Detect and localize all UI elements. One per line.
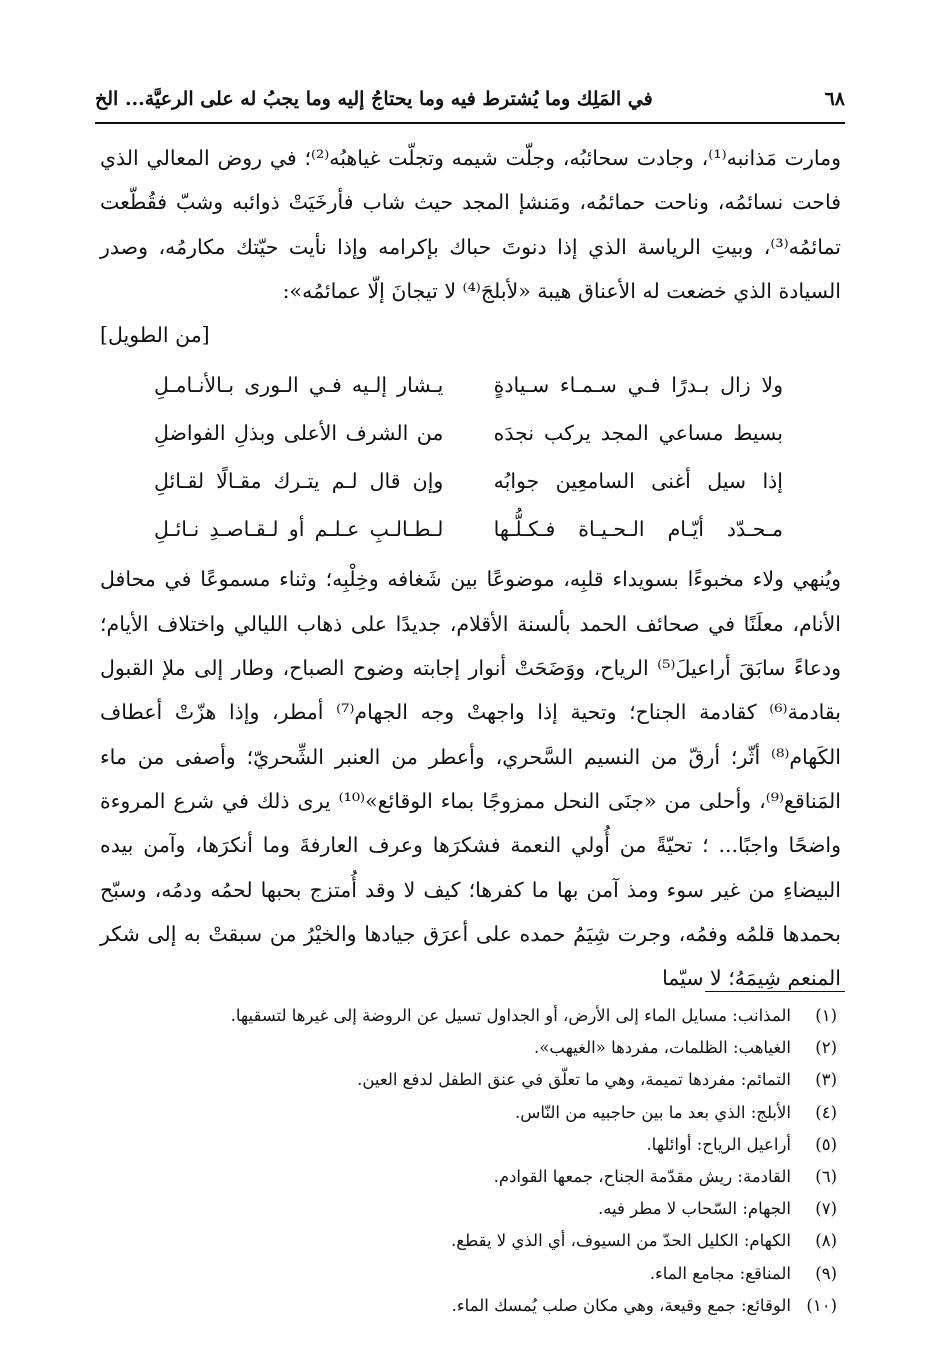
footnote <box>100 1258 837 1290</box>
footnote-text: المناقع: مجامع الماء. <box>649 1263 791 1283</box>
footnote-text: القادمة: ريش مقدّمة الجناح، جمعها القوادم. <box>493 1167 791 1187</box>
footnote-text: أراعيل الرياح: أوائلها. <box>646 1134 791 1154</box>
footnote <box>100 1032 837 1064</box>
footnote-number: (١) <box>815 1006 837 1025</box>
header-rule <box>95 122 845 124</box>
footnote-number: (٦) <box>815 1167 837 1187</box>
footnote-number: (٩) <box>815 1263 837 1283</box>
footnote-rule <box>705 991 845 992</box>
footnote-number: (٤) <box>815 1102 837 1122</box>
footnote-text: الجهام: السّحاب لا مطر فيه. <box>597 1199 791 1219</box>
footnote-number: (٣) <box>815 1070 837 1090</box>
footnote-text: الوقائع: جمع وقيعة، وهي مكان صلب يُمسك الماء. <box>451 1295 791 1315</box>
footnote <box>100 1161 837 1193</box>
verse-second-hemistich: يـشار إلـيه فـي الـورى بـالأنـامـلِ <box>154 373 444 398</box>
verse-line <box>100 457 841 505</box>
main-text <box>100 136 841 1000</box>
footnote-text: الأبلج: الذي بعد ما بين حاجبيه من النّاس. <box>514 1102 791 1122</box>
footnotes <box>100 1000 837 1322</box>
footnote-number: (٧) <box>815 1199 837 1219</box>
footnote-text: المذانب: مسايل الماء إلى الأرض، أو الجداول تسيل عن الروضة إلى غيرها لتسقيها. <box>230 1006 791 1025</box>
verse-line <box>100 505 841 553</box>
poem-meter: [من الطويل] <box>100 323 210 348</box>
footnote-text: الكهام: الكليل الحدّ من السيوف، أي الذي لا يقطع. <box>451 1231 791 1251</box>
footnote-text: الغياهب: الظلمات، مفردها «الغيهب». <box>534 1038 791 1058</box>
verse-second-hemistich: وإن قال لـم يتـرك مقـالًا لقـائلِ <box>154 469 444 494</box>
verse-first-hemistich: مـحـدّد أيّـام الـحـيـاة فـكـلُّـها <box>493 517 783 542</box>
poem <box>100 361 841 553</box>
footnote <box>100 1193 837 1225</box>
paragraph-1: ومارت مَذانبه⁽¹⁾، وجادت سحائبُه، وجلّت شيمه وتجلّت غياهبُه⁽²⁾؛ في روض المعالي الذي فاحت نسائمُه، وناحت حمائمُه، ومَنشإ المجد حيث شاب فأرخَيَتْ ذوائبه وشبّ فقُطّعت تمائمُه⁽³⁾، وبيتِ الرياسة الذي إذا دنوتَ حباك بإكرامه وإذا نأيت حيّتك مكارمُه، وصدر السيادة الذي خضعت له الأعناق هيبة «لأبلجَ⁽⁴⁾ لا تيجانَ إلّا عمائمُه»: <box>100 146 841 303</box>
verse-first-hemistich: ولا زال بـدرًا فـي سـمـاء سـيادةٍ <box>493 373 783 398</box>
verse-first-hemistich: إذا سيل أغنى السامعِين جوابُه <box>493 469 783 494</box>
footnote <box>100 1290 837 1322</box>
verse-first-hemistich: بسيط مساعي المجد يركب نجدَه <box>493 421 783 446</box>
footnote-text: التمائم: مفردها تميمة، وهي ما تعلّق في عنق الطفل لدفع العين. <box>357 1070 791 1090</box>
footnote-number: (١٠) <box>806 1295 837 1315</box>
page-header <box>95 80 845 118</box>
footnote <box>100 1129 837 1161</box>
running-title: في المَلِك وما يُشترط فيه وما يحتاجُ إليه وما يجبُ له على الرعيَّة... الخ <box>95 88 653 110</box>
footnote-number: (٥) <box>815 1134 837 1154</box>
footnote <box>100 1064 837 1096</box>
verse-line <box>100 361 841 409</box>
footnote <box>100 1000 837 1032</box>
verse-second-hemistich: من الشرف الأعلى وبذلِ الفواضلِ <box>154 421 444 446</box>
paragraph-2: ويُنهي ولاء مخبوءًا بسويداء قلبِه، موضوعًا بين شَغافه وخِلْبِه؛ وثناء مسموعًا في محافل الأنام، معلَنًا في صحائف الحمد بألسنة الأقلام، جديدًا على ذهاب الليالي واختلاف الأيام؛ ودعاءً سابَقَ أراعيلَ⁽⁵⁾ الرياح، ووَضَحَتْ أنوار إجابته وضوح الصباح، وطار إلى ملإ القبول بقادمة⁽⁶⁾ كقادمة الجناح؛ وتحية إذا واجهتْ وجه الجهام⁽⁷⁾ أمطر، وإذا هزّتْ أعطاف الكَهام⁽⁸⁾ أثّر؛ أرقّ من النسيم السَّحري، وأعطر من العنبر الشِّحريّ؛ وأصفى من ماء المَناقع⁽⁹⁾، وأحلى من «جنَى النحل ممزوجًا بماء الوقائع»⁽¹⁰⁾ يرى ذلك في شرع المروءة واضحًا واجبًا... ؛ تحيّةً من أُولي النعمة فشكرَها وعرف العارفةَ وما أنكرَها، وآمن بيده البيضاءِ من غير سوء ومذ آمن بها ما كفرها؛ كيف لا وقد أُمتزج بحبها لحمُه ودمُه، وسبّح بحمدها قلمُه وفمُه، وجرت شِيَمُ حمده على أعرَق جيادها والخيْرُ من سبقتْ به إلى شكر المنعم شِيمَهُ؛ لا سيّما <box>100 567 841 991</box>
footnote-number: (٨) <box>815 1231 837 1251</box>
footnote-number: (٢) <box>815 1038 837 1058</box>
footnote <box>100 1225 837 1257</box>
verse-line <box>100 409 841 457</box>
verse-second-hemistich: لـطـالـبِ عـلـم أو لـقـاصـدِ نـائـلِ <box>154 517 444 542</box>
page-number: ٦٨ <box>824 88 845 110</box>
footnote <box>100 1097 837 1129</box>
